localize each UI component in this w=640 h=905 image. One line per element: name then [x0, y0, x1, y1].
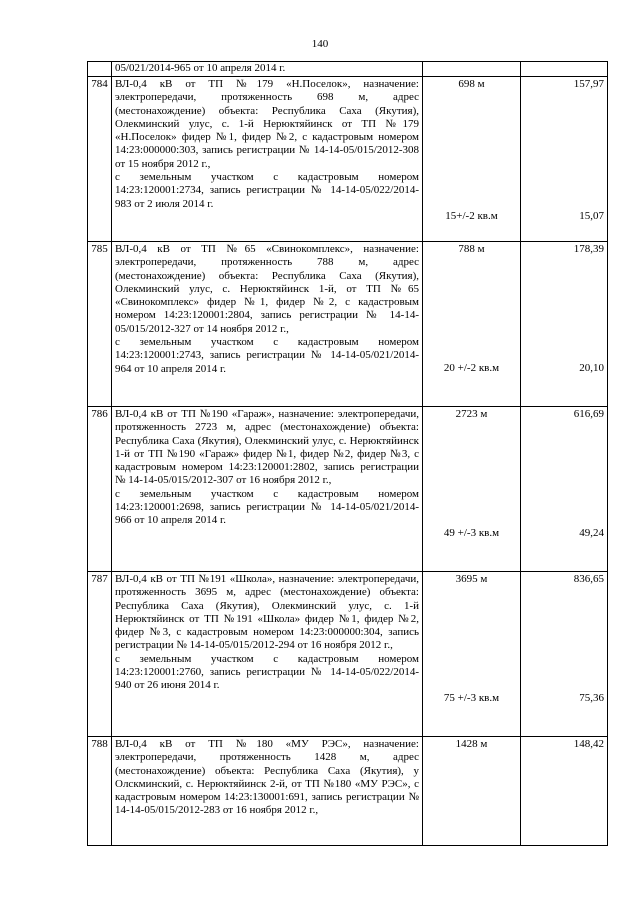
row-number: 784 [88, 77, 112, 242]
row-number: 786 [88, 407, 112, 572]
table-row [88, 242, 608, 407]
land-plot-text: с земельным участком с кадастровым номером 14:23:120001:2698, запись регистрации № 14-14-05/021/2014-966 от 10 апреля 2014 г. [115, 487, 419, 527]
land-area: 75 +/-3 кв.м [443, 692, 500, 704]
power-line-text: ВЛ-0,4 кВ от ТП №191 «Школа», назначение: электропередачи, протяженность 3695 м, адрес (местонахождение) объекта: Республика Саха (Якутия), Олекминский улус, с. 1-й Нерюктяйинск от ТП №191 «Школа» фидер №1, фидер №2, фидер №3, с кадастровым номером 14:23:000000:304, запись регистрации № 14-14-05/015/2012-294 от 16 ноября 2012 г., [115, 573, 419, 652]
continuation-row [88, 62, 608, 77]
land-value: 15,07 [579, 210, 604, 222]
size-cell [423, 242, 521, 407]
land-plot-text: с земельным участком с кадастровым номером 14:23:120001:2760, запись регистрации № 14-14-05/022/2014-940 от 26 июня 2014 г. [115, 652, 419, 692]
line-length: 3695 м [455, 573, 488, 585]
line-value: 148,42 [573, 738, 604, 750]
object-description [112, 77, 423, 242]
value-cell [521, 77, 608, 242]
line-length: 1428 м [455, 738, 488, 750]
object-description [112, 572, 423, 737]
land-area: 49 +/-3 кв.м [443, 527, 500, 539]
land-area: 15+/-2 кв.м [445, 210, 498, 222]
value-cell [521, 242, 608, 407]
row-number: 785 [88, 242, 112, 407]
line-value: 157,97 [573, 78, 604, 90]
land-area: 20 +/-2 кв.м [443, 362, 500, 374]
continuation-text: 05/021/2014-965 от 10 апреля 2014 г. [112, 62, 423, 77]
power-line-text: ВЛ-0,4 кВ от ТП №180 «МУ РЭС», назначение: электропередачи, протяженность 1428 м, адрес (местонахождение) объекта: Республика Саха (Якутия), у Олскминский, с. Нерюктяйинск 2-й, от ТП №180 «МУ РЭС», с кадастровым номером 14:23:130001:691, запись регистрации № 14-14-05/015/2012-283 от 16 ноября 2012 г., [115, 738, 419, 817]
power-line-text: ВЛ-0,4 кВ от ТП №190 «Гараж», назначение: электропередачи, протяженность 2723 м, адрес (местонахождение) объекта: Республика Саха (Якутия), Олекминский улус, с. Нерюктяйинск 1-й от ТП №190 «Гараж» фидер №1, фидер №2, фидер №3, с кадастровым номером 14:23:120001:2802, запись регистрации № 14-14-05/015/2012-307 от 16 ноября 2012 г., [115, 408, 419, 487]
table-row [88, 737, 608, 846]
object-description [112, 407, 423, 572]
land-value: 20,10 [579, 362, 604, 374]
land-value: 75,36 [579, 692, 604, 704]
object-description [112, 737, 423, 846]
row-number: 787 [88, 572, 112, 737]
line-length: 698 м [458, 78, 485, 90]
line-value: 836,65 [573, 573, 604, 585]
land-value: 49,24 [579, 527, 604, 539]
value-cell [521, 737, 608, 846]
table-row [88, 407, 608, 572]
value-cell [521, 572, 608, 737]
object-description [112, 242, 423, 407]
size-cell [423, 77, 521, 242]
table-row [88, 77, 608, 242]
page-number: 140 [311, 38, 329, 50]
property-registry-table [87, 61, 608, 846]
land-plot-text: с земельным участком с кадастровым номером 14:23:120001:2734, запись регистрации № 14-14-05/022/2014-983 от 2 июля 2014 г. [115, 171, 419, 210]
line-length: 788 м [458, 243, 485, 255]
power-line-text: ВЛ-0,4 кВ от ТП №65 «Свинокомплекс», назначение: электропередачи, протяженность 788 м, адрес (местонахождение) объекта: Республика Саха (Якутия), Олекминский улус, с. Нерюктяйинск 1-й, от ТП №65 «Свинокомплекс» фидер №1, фидер №2, с кадастровым номером 14:23:120001:2804, запись регистрации № 14-14-05/015/2012-327 от 14 ноября 2012 г., [115, 243, 419, 335]
line-value: 616,69 [573, 408, 604, 420]
power-line-text: ВЛ-0,4 кВ от ТП №179 «Н.Поселок», назначение: электропередачи, протяженность 698 м, адрес (местонахождение) объекта: Республика Саха (Якутия), Олекминский улус, с. 1-й Нерюктяйинск от ТП №179 «Н.Поселок» фидер №1, фидер №2, с кадастровым номером 14:23:000000:303, запись регистрации № 14-14-05/015/2012-308 от 15 ноября 2012 г., [115, 78, 419, 170]
value-cell [521, 407, 608, 572]
land-plot-text: с земельным участком с кадастровым номером 14:23:120001:2743, запись регистрации № 14-14-05/021/2014-964 от 10 апреля 2014 г. [115, 336, 419, 375]
line-length: 2723 м [455, 408, 488, 420]
table-row [88, 572, 608, 737]
line-value: 178,39 [573, 243, 604, 255]
size-cell [423, 737, 521, 846]
size-cell [423, 407, 521, 572]
size-cell [423, 572, 521, 737]
row-number: 788 [88, 737, 112, 846]
